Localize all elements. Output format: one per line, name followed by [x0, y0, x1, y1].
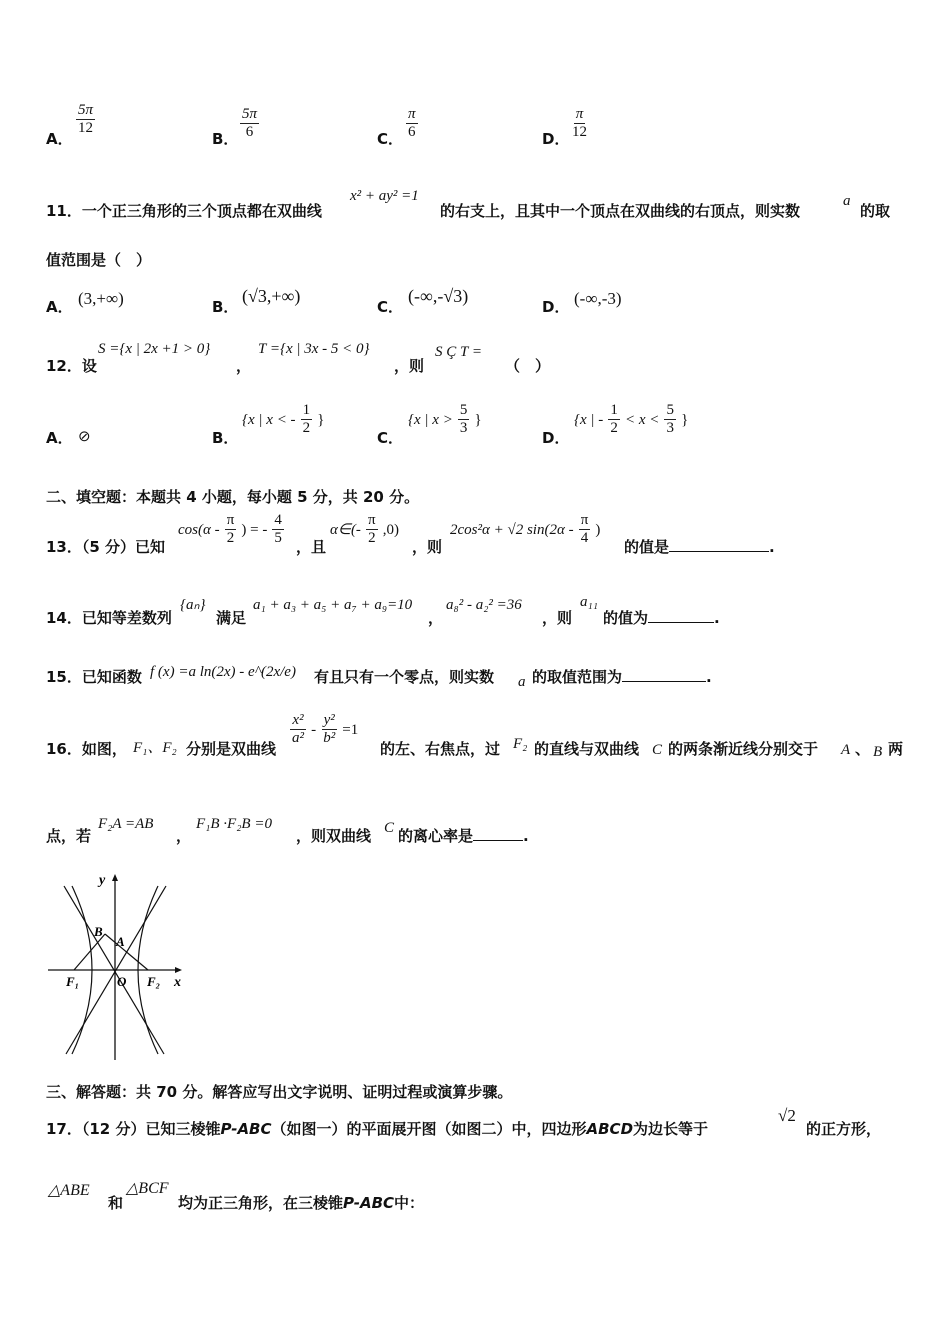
- q11-option-d-value: (-∞,-3): [574, 289, 622, 308]
- q12-option-c-value: [408, 402, 482, 437]
- q12-d-mid: < x <: [624, 412, 660, 428]
- q16-point-a: A: [841, 742, 851, 758]
- label-a: A: [116, 934, 125, 949]
- q13-cos-den: 2: [226, 530, 235, 546]
- q15-var-a: a: [518, 674, 526, 690]
- q16-text2: 的左、右焦点，过: [380, 740, 501, 758]
- q16-hyperbola-figure: [44, 868, 194, 1063]
- q16-period: .: [523, 827, 529, 845]
- q12-option-c-label: C．: [377, 429, 404, 447]
- q14-comma: ，: [428, 609, 444, 627]
- q12-c-pre: {x | x >: [408, 412, 453, 428]
- q14-diff-eq: a₈² - a₂² =36: [446, 597, 522, 613]
- label-x: x: [174, 975, 181, 990]
- q13-cos-num: π: [226, 512, 235, 528]
- q17-pabc2: P-ABC: [343, 1194, 395, 1212]
- q15-period: .: [706, 668, 712, 686]
- q16-x-den: a²: [292, 730, 304, 746]
- q12-c-den: 3: [459, 420, 468, 436]
- q15-text1: 有且只有一个零点，则实数: [314, 668, 495, 686]
- q11-number: 11．: [46, 202, 82, 220]
- q12-b-num: 1: [302, 402, 311, 418]
- q11-var-a: a: [843, 193, 851, 209]
- q16-point-b: B: [873, 744, 883, 760]
- q14-answer-blank[interactable]: [648, 608, 714, 623]
- q14-text3: 的值为: [603, 609, 649, 627]
- q10-option-c: [377, 128, 403, 149]
- q16-y-den: b²: [323, 730, 336, 746]
- label-y: y: [99, 873, 106, 888]
- q12-b-pre: {x | x < -: [242, 412, 296, 428]
- q11-text3: 的取: [860, 202, 891, 220]
- q10-option-c-label: C．: [377, 130, 404, 148]
- q10-option-d-fraction: [570, 106, 589, 141]
- q11-option-a-label: A．: [46, 298, 73, 316]
- section2-heading: 二、填空题：本题共 4 小题，每小题 5 分，共 20 分。: [46, 488, 420, 506]
- q10-a-denominator: 12: [78, 120, 93, 136]
- q13-end: [624, 536, 775, 557]
- q11-text2: 的右支上，且其中一个顶点在双曲线的右顶点，则实数: [440, 202, 801, 220]
- q14-period: .: [714, 609, 720, 627]
- q12-c-num: 5: [459, 402, 468, 418]
- q10-option-a-label: A．: [46, 130, 73, 148]
- q12-b-post: }: [317, 412, 325, 428]
- q12-c-post: }: [474, 412, 482, 428]
- q17-sqrt2: √2: [778, 1106, 796, 1125]
- label-f2: F₂: [147, 974, 161, 989]
- q15-text2: 的取值范围为: [532, 668, 623, 686]
- q14-text1: 满足: [216, 609, 247, 627]
- q12-option-b-value: [242, 402, 324, 437]
- q13-alpha-post: ,0): [382, 522, 399, 538]
- q11-text1: 一个正三角形的三个顶点都在双曲线: [81, 202, 322, 220]
- q16-f2: F₂: [513, 736, 528, 752]
- q12-set-t: T ={x | 3x - 5 < 0}: [258, 341, 370, 357]
- q16-number: 16．如图，: [46, 740, 127, 758]
- q17-abcd: ABCD: [586, 1120, 634, 1138]
- q17-line1: [46, 1118, 708, 1139]
- q13-then: ，则: [412, 538, 443, 556]
- q13-alpha-range: [330, 512, 399, 547]
- q16-line2-text3: 的离心率是: [398, 827, 474, 845]
- q10-option-d-label: D．: [542, 130, 570, 148]
- label-o: O: [117, 974, 127, 989]
- q16-sep: 、: [855, 740, 871, 758]
- q11-line2: 值范围是（ ）: [46, 251, 152, 269]
- q16-y-num: y²: [323, 712, 335, 728]
- q16-line2-text1: 点，若: [46, 827, 92, 845]
- q11-option-b-label: B．: [212, 298, 239, 316]
- q14-sum-eq: a₁ + a₃ + a₅ + a₇ + a₉=10: [253, 597, 413, 613]
- q10-option-b: [212, 128, 238, 149]
- q13-expr-den: 4: [580, 530, 589, 546]
- q10-option-d: [542, 128, 569, 149]
- q10-option-c-fraction: [406, 106, 418, 141]
- q16-line2-comma: ，: [176, 827, 192, 845]
- q10-d-denominator: 12: [572, 124, 587, 140]
- q14-number: 14．已知等差数列: [46, 609, 172, 627]
- q17-number: 17．（12 分）已知三棱锥: [46, 1120, 221, 1138]
- q12-option-b-label: B．: [212, 429, 239, 447]
- q13-number: 13．（5 分）已知: [46, 538, 166, 556]
- q14-end: [603, 607, 720, 628]
- q10-c-denominator: 6: [408, 124, 416, 140]
- q16-minus: -: [311, 722, 317, 738]
- q16-text1: 分别是双曲线: [186, 740, 277, 758]
- q12-set-s: S ={x | 2x +1 > 0}: [98, 341, 211, 357]
- q16-foci: F₁、F₂: [133, 740, 177, 756]
- q17-triangle-abe: △ABE: [48, 1182, 90, 1199]
- q17-text4: 均为正三角形，在三棱锥: [178, 1194, 344, 1212]
- q13-and: ，且: [296, 538, 327, 556]
- x-axis-arrow: [175, 967, 182, 973]
- q12-option-a-value: ⊘: [78, 429, 91, 445]
- q13-alpha-pre: α∈(-: [330, 522, 361, 538]
- q17-and: 和: [108, 1194, 124, 1212]
- q16-text3: 的直线与双曲线: [534, 740, 640, 758]
- q10-b-numerator: 5π: [242, 106, 258, 122]
- q13-period: .: [769, 538, 775, 556]
- q13-cos-eq: [178, 512, 284, 547]
- q11-hyperbola-eq: x² + ay² =1: [350, 188, 419, 204]
- q13-alpha-num: π: [368, 512, 376, 528]
- q12-paren: （ ）: [505, 357, 551, 375]
- q15-number: 15．已知函数: [46, 668, 142, 686]
- q13-val-num: 4: [274, 512, 282, 528]
- q17-triangle-bcf: △BCF: [126, 1180, 169, 1197]
- q15-answer-blank[interactable]: [622, 667, 706, 682]
- q10-option-a-fraction: [76, 102, 95, 137]
- q12-d-den2: 3: [666, 420, 674, 436]
- q13-text-end: 的值是: [624, 538, 670, 556]
- q10-option-b-label: B．: [212, 130, 239, 148]
- q16-line2-c: C: [384, 820, 395, 836]
- q13-alpha-den: 2: [368, 530, 376, 546]
- q14-sequence: {aₙ}: [180, 597, 206, 613]
- q12-comma: ，: [236, 357, 252, 375]
- q15-end: [532, 666, 712, 687]
- q16-c: C: [652, 742, 663, 758]
- q16-condition2: F₁B ·F₂B =0: [196, 816, 272, 832]
- y-axis-arrow: [112, 874, 118, 881]
- q11-option-d-label: D．: [542, 298, 570, 316]
- q14-a11: a₁₁: [580, 594, 598, 610]
- q12-then: ，则: [394, 357, 425, 375]
- q10-d-numerator: π: [575, 106, 584, 122]
- q13-expression: [450, 512, 600, 547]
- q16-condition1: F₂A =AB: [98, 816, 154, 832]
- q16-line2-text2: ，则双曲线: [296, 827, 372, 845]
- q13-cos-mid: ) = -: [241, 522, 268, 538]
- q11-option-c-label: C．: [377, 298, 404, 316]
- q17-text1: （如图一）的平面展开图（如图二）中，四边形: [271, 1120, 587, 1138]
- q16-eq: =1: [342, 722, 359, 738]
- q11-option-a-value: (3,+∞): [78, 289, 124, 308]
- q12-option-d-label: D．: [542, 429, 570, 447]
- section3-heading: 三、解答题：共 70 分。解答应写出文字说明、证明过程或演算步骤。: [46, 1083, 513, 1101]
- q17-text2: 为边长等于: [633, 1120, 709, 1138]
- q10-option-b-fraction: [240, 106, 259, 141]
- q12-b-den: 2: [302, 420, 311, 436]
- q12-option-d-value: [574, 402, 688, 437]
- q17-pabc: P-ABC: [220, 1120, 272, 1138]
- q13-expr-num: π: [580, 512, 589, 528]
- q16-text4: 的两条渐近线分别交于: [668, 740, 819, 758]
- q16-text5: 两: [888, 740, 904, 758]
- q10-c-numerator: π: [408, 106, 416, 122]
- q12-d-pre: {x | -: [574, 412, 604, 428]
- q13-expr-pre: 2cos²α + √2 sin(2α -: [450, 522, 574, 538]
- q12-d-num: 1: [610, 402, 618, 418]
- q10-b-denominator: 6: [245, 124, 254, 140]
- q12-intersection: S Ç T =: [435, 344, 482, 360]
- q12-option-a-label: A．: [46, 429, 73, 447]
- q11-option-b-value: (√3,+∞): [242, 286, 301, 306]
- q11-line1: [46, 200, 322, 221]
- q13-val-den: 5: [274, 530, 282, 546]
- q15-function: f (x) =a ln(2x) - e^(2x/e): [150, 664, 296, 680]
- q12-d-den: 2: [610, 420, 618, 436]
- q13-cos-pre: cos(α -: [178, 522, 220, 538]
- q16-x-num: x²: [292, 712, 304, 728]
- q12-d-post: }: [681, 412, 689, 428]
- q11-option-c-value: (-∞,-√3): [408, 286, 469, 306]
- label-f1: F₁: [66, 974, 80, 989]
- q17-line2: [178, 1192, 424, 1213]
- q12-d-num2: 5: [666, 402, 674, 418]
- q17-text5: 中：: [394, 1194, 425, 1212]
- q16-answer-blank[interactable]: [473, 826, 523, 841]
- q16-figure-svg: [44, 868, 194, 1063]
- q13-expr-post: ): [595, 522, 601, 538]
- q10-option-a: [46, 128, 73, 149]
- q10-a-numerator: 5π: [78, 102, 94, 118]
- q12-number: 12．设: [46, 357, 97, 375]
- q14-text2: ，则: [542, 609, 573, 627]
- q13-answer-blank[interactable]: [669, 537, 769, 552]
- label-b: B: [94, 924, 103, 939]
- q17-text3: 的正方形，: [806, 1120, 882, 1138]
- q16-line2-end: [398, 825, 529, 846]
- q16-hyperbola: [290, 712, 358, 747]
